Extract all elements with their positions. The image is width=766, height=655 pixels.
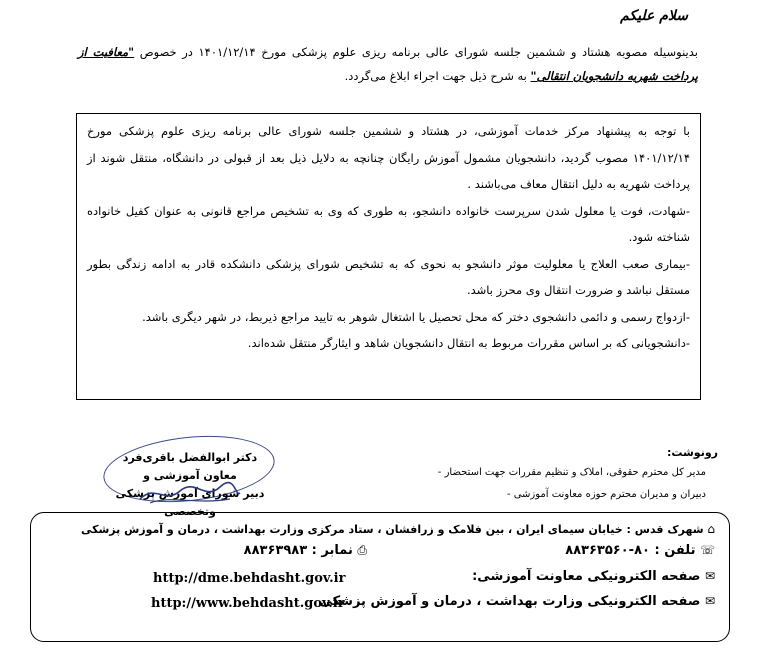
intro-emphasis: "معافیت از پرداخت شهریه دانشجویان انتقالی" xyxy=(78,45,698,83)
cc-item: دبیران و مدیران محترم حوزه معاونت آموزشی - xyxy=(326,484,706,506)
intro-part-1: بدینوسیله مصوبه هشتاد و ششمین جلسه شورای عالی برنامه ریزی علوم پزشکی مورخ ۱۴۰۱/۱۲/۱۴ در خصوص xyxy=(139,45,698,59)
resolution-box xyxy=(76,113,701,400)
footer-phone: ☏ تلفن : ۸۰-۸۸۳۶۳۵۶۰ xyxy=(565,543,715,558)
building-icon: ⌂ xyxy=(707,522,715,536)
envelope-icon: ✉ xyxy=(704,569,715,583)
intro-paragraph xyxy=(78,40,698,88)
resolution-item: -شهادت، فوت یا معلول شدن سرپرست خانواده دانشجو، به طوری که وی به تشخیص مراجع قانونی به عنوان کفیل خانواده شناخته شود. xyxy=(87,203,690,244)
cc-label: رونوشت: xyxy=(666,446,718,459)
intro-part-2: به شرح ذیل جهت اجراء ابلاغ می‌گردد. xyxy=(344,69,527,83)
fax-icon: ⎙ xyxy=(357,543,367,557)
footer-site2-url[interactable]: http://www.behdasht.gov.ir xyxy=(151,596,345,611)
footer-site1-url[interactable]: http://dme.behdasht.gov.ir xyxy=(153,571,346,586)
phone-icon: ☏ xyxy=(699,543,715,557)
envelope-icon: ✉ xyxy=(704,594,715,608)
cc-list xyxy=(326,462,706,506)
signature-scribble xyxy=(135,479,245,507)
signer-title-2: دبیر شورای آموزش پزشکی وتخصصی xyxy=(115,487,265,518)
resolution-item: -بیماری صعب العلاج یا معلولیت موثر دانشجو به نحوی که به تشخیص شورای پزشکی دانشکده قادر به ادامه زندگی بطور مستقل نباشد و ضرورت انتقال وی محرز باشد. xyxy=(87,256,690,297)
signature-block xyxy=(95,437,285,518)
signer-title-1: معاون آموزشی و xyxy=(143,469,237,482)
footer-address: ⌂ شهرک قدس : خیابان سیمای ایران ، بین فلامک و زرافشان ، ستاد مرکزی وزارت بهداشت ، درمان و آموزش پزشکی xyxy=(80,522,715,536)
footer-fax: ⎙ نمابر : ۸۸۳۶۳۹۸۳ xyxy=(243,543,367,558)
resolution-item: -دانشجویانی که بر اساس مقررات مربوط به انتقال دانشجویان شاهد و ایثارگر منتقل شده‌اند. xyxy=(247,336,690,350)
cc-item: مدیر کل محترم حقوقی، املاک و تنظیم مقررات جهت استحضار - xyxy=(326,462,706,484)
salutation: سلام علیکم xyxy=(620,8,688,24)
footer-site1-label: ✉ صفحه الکترونیکی معاونت آموزشی: xyxy=(472,569,715,584)
signer-name: دکتر ابوالفضل باقری‌فرد xyxy=(122,451,258,464)
resolution-item: -ازدواج رسمی و دائمی دانشجوی دختر که محل تحصیل یا اشتغال شوهر به تایید مراجع ذیربط، در شهر دیگری باشد. xyxy=(142,309,690,324)
footer-contact-box xyxy=(30,512,730,642)
footer-site2-label: ✉ صفحه الکترونیکی وزارت بهداشت ، درمان و آموزش پزشکی xyxy=(319,594,715,609)
resolution-paragraph: با توجه به پیشنهاد مرکز خدمات آموزشی، در هشتاد و ششمین جلسه شورای عالی برنامه ریزی علوم پزشکی مورخ ۱۴۰۱/۱۲/۱۴ مصوب گردید، دانشجویان مشمول آموزش رایگان چنانچه به دلایل ذیل بعد از قبولی در دانشگاه، منتقل شوند از پرداخت شهریه به دلیل انتقال معاف می‌باشند . xyxy=(87,124,690,191)
